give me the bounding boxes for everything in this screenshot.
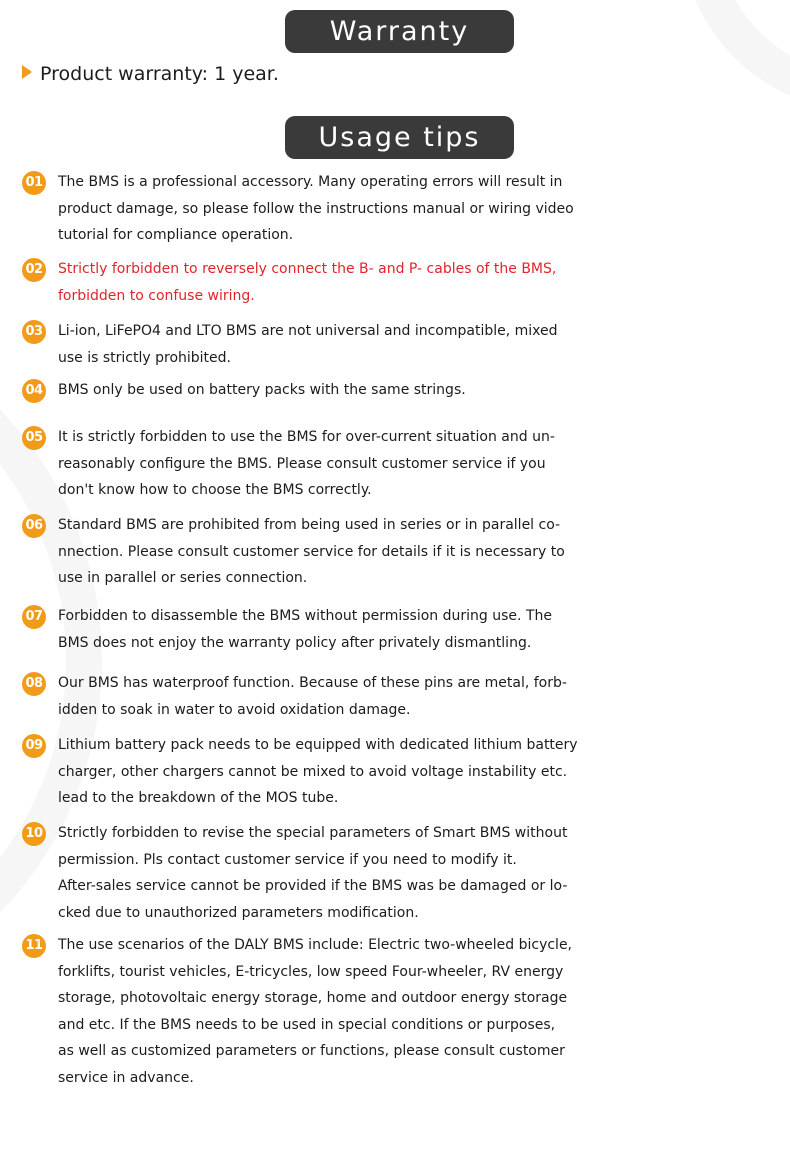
tip-06 [22, 512, 790, 592]
tip-04 [22, 377, 790, 404]
tip-line: Lithium battery pack needs to be equipped with dedicated lithium battery [58, 737, 578, 753]
number-badge-icon: 08 [22, 672, 46, 696]
tip-01 [22, 169, 790, 249]
tip-line: Strictly forbidden to reversely connect the B- and P- cables of the BMS, [58, 261, 557, 277]
tip-line: BMS does not enjoy the warranty policy after privately dismantling. [58, 634, 532, 651]
number-badge-icon: 04 [22, 379, 46, 403]
tip-line: forklifts, tourist vehicles, E-tricycles, low speed Four-wheeler, RV energy [58, 963, 564, 980]
tip-line: use is strictly prohibited. [58, 349, 231, 366]
tip-11 [22, 932, 790, 1091]
tip-09 [22, 732, 790, 812]
number-badge-icon: 03 [22, 320, 46, 344]
tip-line: BMS only be used on battery packs with the same strings. [58, 382, 466, 398]
tip-05 [22, 424, 790, 504]
number-badge-icon: 01 [22, 171, 46, 195]
tip-line: reasonably configure the BMS. Please consult customer service if you [58, 455, 546, 472]
tip-08 [22, 670, 790, 723]
number-badge-icon: 07 [22, 605, 46, 629]
tip-line: service in advance. [58, 1069, 194, 1086]
tip-line: Our BMS has waterproof function. Because of these pins are metal, forb- [58, 675, 567, 691]
background-decoration-right [680, 0, 790, 112]
warranty-section-title: Warranty [285, 10, 514, 53]
tip-line: nnection. Please consult customer service for details if it is necessary to [58, 543, 565, 560]
tip-line: lead to the breakdown of the MOS tube. [58, 790, 339, 806]
tip-line: as well as customized parameters or functions, please consult customer [58, 1043, 565, 1059]
tip-07 [22, 603, 790, 656]
number-badge-icon: 02 [22, 258, 46, 282]
warranty-text: Product warranty: 1 year. [40, 63, 279, 85]
play-triangle-icon [22, 65, 32, 79]
number-badge-icon: 11 [22, 934, 46, 958]
tip-line: charger, other chargers cannot be mixed to avoid voltage instability etc. [58, 763, 568, 780]
tip-line: Li-ion, LiFePO4 and LTO BMS are not universal and incompatible, mixed [58, 323, 558, 339]
tip-line: tutorial for compliance operation. [58, 227, 294, 243]
number-badge-icon: 06 [22, 514, 46, 538]
tip-line: use in parallel or series connection. [58, 570, 308, 586]
number-badge-icon: 10 [22, 822, 46, 846]
tip-line: and etc. If the BMS needs to be used in special conditions or purposes, [58, 1016, 556, 1033]
tip-line: Forbidden to disassemble the BMS without permission during use. The [58, 608, 552, 624]
tip-line: Strictly forbidden to revise the special parameters of Smart BMS without [58, 825, 568, 841]
number-badge-icon: 05 [22, 426, 46, 450]
tip-line: cked due to unauthorized parameters modification. [58, 904, 419, 921]
warranty-item [22, 62, 279, 86]
tip-10 [22, 820, 790, 926]
tip-line: The BMS is a professional accessory. Many operating errors will result in [58, 174, 563, 190]
number-badge-icon: 09 [22, 734, 46, 758]
tip-line: don't know how to choose the BMS correctly. [58, 482, 372, 498]
tip-line: permission. Pls contact customer service if you need to modify it. [58, 851, 517, 868]
tip-line: idden to soak in water to avoid oxidation damage. [58, 701, 411, 718]
tip-03 [22, 318, 790, 371]
tip-line: After-sales service cannot be provided if the BMS was be damaged or lo- [58, 878, 568, 894]
tip-line: storage, photovoltaic energy storage, home and outdoor energy storage [58, 990, 568, 1006]
tip-line: forbidden to confuse wiring. [58, 287, 255, 304]
tip-02 [22, 256, 790, 309]
tip-line: Standard BMS are prohibited from being used in series or in parallel co- [58, 517, 561, 533]
tip-line: product damage, so please follow the instructions manual or wiring video [58, 200, 574, 217]
tip-line: The use scenarios of the DALY BMS include: Electric two-wheeled bicycle, [58, 937, 573, 953]
tip-line: It is strictly forbidden to use the BMS for over-current situation and un- [58, 429, 555, 445]
usage-tips-section-title: Usage tips [285, 116, 514, 159]
